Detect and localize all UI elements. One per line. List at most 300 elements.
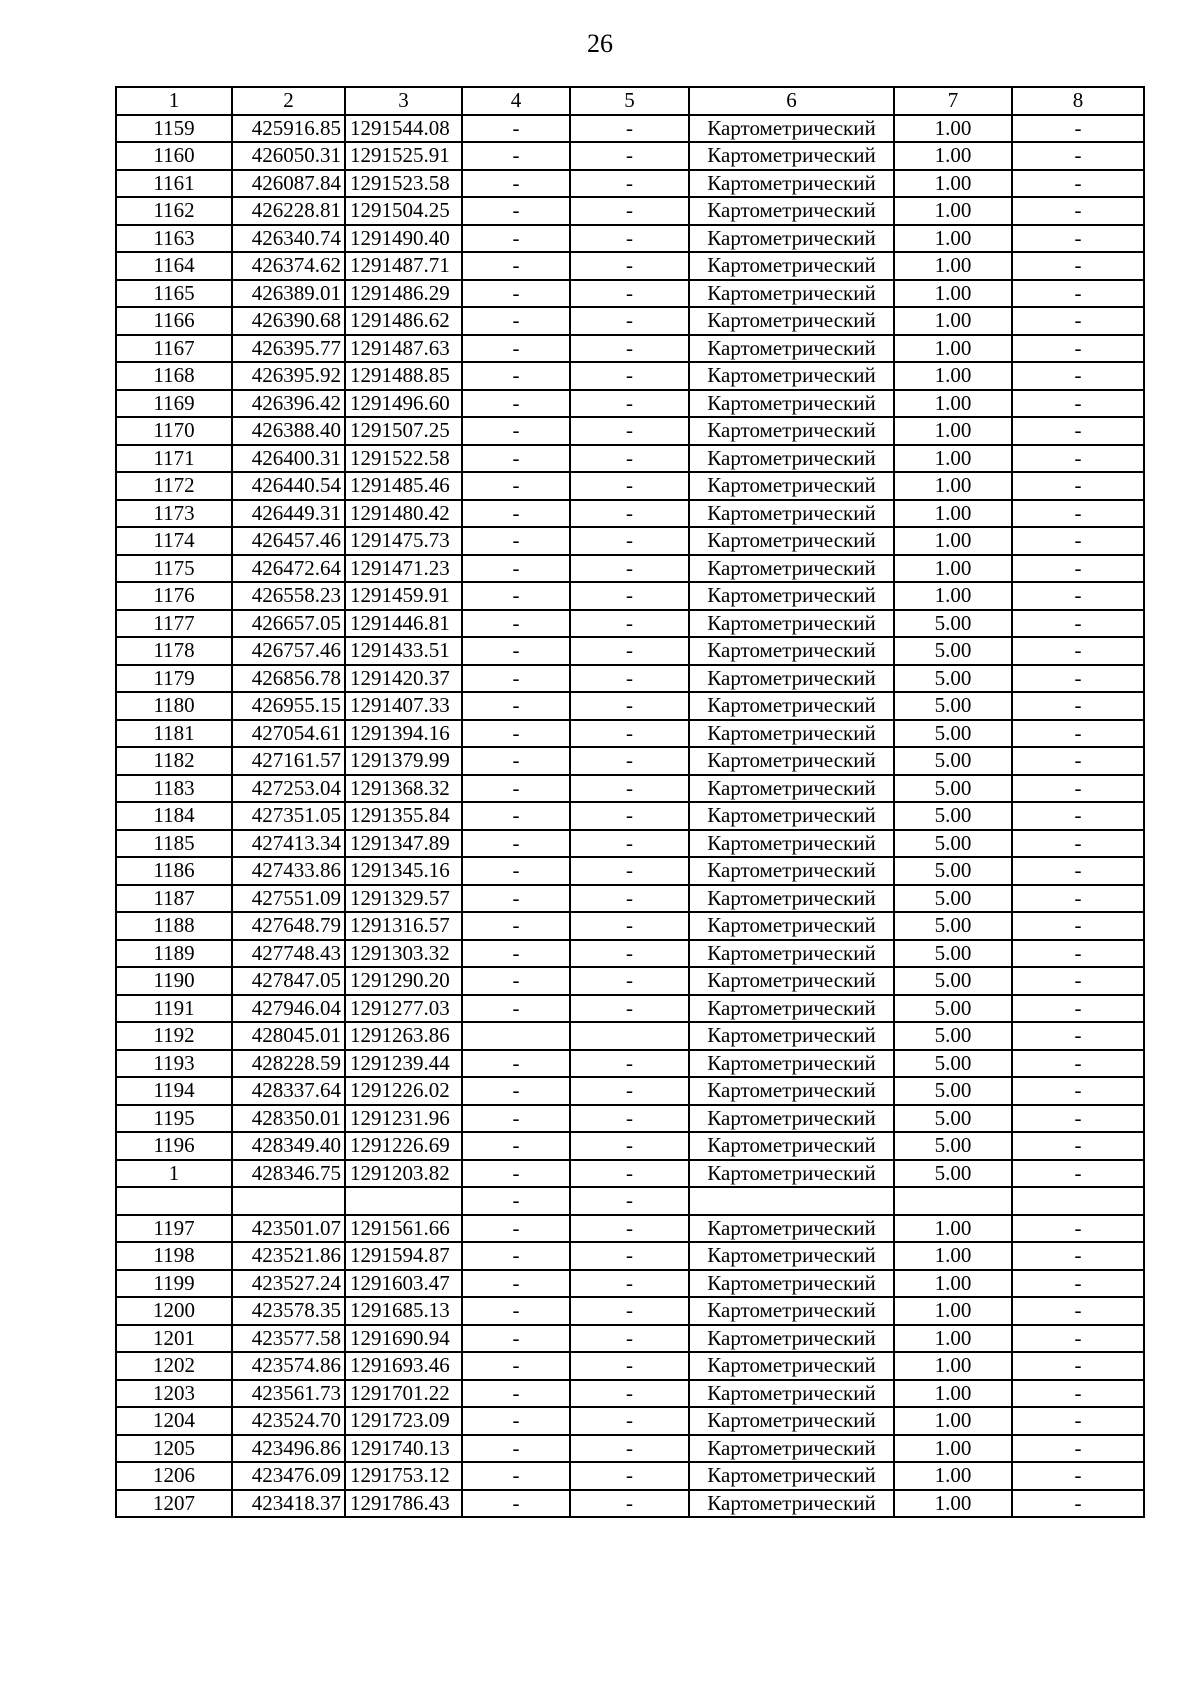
cell-coord-x: 426400.31: [232, 445, 345, 473]
cell-coord-x: 427433.86: [232, 857, 345, 885]
cell-coord-y: 1291486.29: [345, 280, 462, 308]
cell-accuracy: 5.00: [894, 967, 1012, 995]
cell-point-number: 1172: [116, 472, 232, 500]
cell-col-4: -: [462, 555, 570, 583]
table-row: [116, 500, 1144, 528]
cell-col-5: -: [570, 1352, 689, 1380]
cell-method: Картометрический: [689, 637, 894, 665]
cell-col-4: -: [462, 747, 570, 775]
cell-col-4: -: [462, 582, 570, 610]
cell-col-4: -: [462, 637, 570, 665]
cell-coord-x: 426856.78: [232, 665, 345, 693]
cell-method: Картометрический: [689, 940, 894, 968]
cell-method: Картометрический: [689, 500, 894, 528]
table-row: [116, 445, 1144, 473]
cell-coord-x: 426087.84: [232, 170, 345, 198]
cell-col-4: -: [462, 912, 570, 940]
table-row: [116, 170, 1144, 198]
cell-point-number: 1166: [116, 307, 232, 335]
cell-col-4: -: [462, 362, 570, 390]
cell-col-4: -: [462, 1160, 570, 1188]
cell-coord-x: 426757.46: [232, 637, 345, 665]
cell-col-4: -: [462, 692, 570, 720]
cell-point-number: 1192: [116, 1022, 232, 1050]
cell-accuracy: 1.00: [894, 225, 1012, 253]
cell-coord-y: 1291433.51: [345, 637, 462, 665]
cell-method: Картометрический: [689, 252, 894, 280]
cell-point-number: 1190: [116, 967, 232, 995]
cell-col-4: -: [462, 720, 570, 748]
cell-coord-x: 423561.73: [232, 1380, 345, 1408]
cell-point-number: 1199: [116, 1270, 232, 1298]
cell-col-5: -: [570, 582, 689, 610]
cell-col-8: -: [1012, 197, 1144, 225]
cell-col-5: -: [570, 802, 689, 830]
cell-col-8: -: [1012, 417, 1144, 445]
table-row: [116, 610, 1144, 638]
table-row: [116, 472, 1144, 500]
cell-method: Картометрический: [689, 362, 894, 390]
coordinates-table: [115, 86, 1145, 1518]
table-row: [116, 307, 1144, 335]
cell-coord-x: [232, 1187, 345, 1215]
cell-accuracy: 1.00: [894, 280, 1012, 308]
cell-col-5: -: [570, 1132, 689, 1160]
cell-accuracy: 1.00: [894, 445, 1012, 473]
cell-accuracy: 1.00: [894, 1352, 1012, 1380]
cell-point-number: 1206: [116, 1462, 232, 1490]
cell-method: Картометрический: [689, 1462, 894, 1490]
cell-col-5: -: [570, 967, 689, 995]
cell-col-4: -: [462, 1462, 570, 1490]
cell-col-8: -: [1012, 940, 1144, 968]
cell-col-4: -: [462, 500, 570, 528]
cell-coord-y: 1291486.62: [345, 307, 462, 335]
cell-method: Картометрический: [689, 142, 894, 170]
cell-coord-y: 1291594.87: [345, 1242, 462, 1270]
cell-method: Картометрический: [689, 170, 894, 198]
cell-coord-x: 426389.01: [232, 280, 345, 308]
cell-coord-x: 423527.24: [232, 1270, 345, 1298]
cell-accuracy: 1.00: [894, 472, 1012, 500]
cell-point-number: 1161: [116, 170, 232, 198]
cell-coord-x: 427413.34: [232, 830, 345, 858]
table-row: [116, 802, 1144, 830]
cell-method: Картометрический: [689, 720, 894, 748]
cell-coord-y: 1291303.32: [345, 940, 462, 968]
cell-accuracy: 1.00: [894, 307, 1012, 335]
cell-method: Картометрический: [689, 912, 894, 940]
cell-coord-y: 1291480.42: [345, 500, 462, 528]
cell-method: Картометрический: [689, 1490, 894, 1518]
cell-coord-x: 426388.40: [232, 417, 345, 445]
cell-coord-y: 1291487.63: [345, 335, 462, 363]
cell-col-8: -: [1012, 665, 1144, 693]
cell-accuracy: 5.00: [894, 1077, 1012, 1105]
cell-point-number: 1204: [116, 1407, 232, 1435]
cell-col-4: -: [462, 995, 570, 1023]
cell-col-5: -: [570, 775, 689, 803]
cell-coord-x: 427253.04: [232, 775, 345, 803]
cell-coord-y: 1291561.66: [345, 1215, 462, 1243]
cell-accuracy: 5.00: [894, 1022, 1012, 1050]
cell-coord-x: 423418.37: [232, 1490, 345, 1518]
cell-coord-y: 1291239.44: [345, 1050, 462, 1078]
cell-col-4: -: [462, 1297, 570, 1325]
cell-coord-y: 1291420.37: [345, 665, 462, 693]
cell-point-number: 1171: [116, 445, 232, 473]
cell-col-5: -: [570, 1215, 689, 1243]
table-row: [116, 1050, 1144, 1078]
cell-col-5: -: [570, 1407, 689, 1435]
page-number: 26: [587, 29, 613, 58]
cell-accuracy: 5.00: [894, 720, 1012, 748]
table-header: [116, 87, 1144, 115]
table-row: [116, 197, 1144, 225]
cell-col-4: -: [462, 335, 570, 363]
cell-point-number: 1207: [116, 1490, 232, 1518]
cell-col-4: -: [462, 1215, 570, 1243]
cell-accuracy: 1.00: [894, 1435, 1012, 1463]
cell-col-5: -: [570, 885, 689, 913]
cell-col-8: -: [1012, 857, 1144, 885]
cell-method: Картометрический: [689, 472, 894, 500]
cell-col-4: -: [462, 857, 570, 885]
table-row: [116, 665, 1144, 693]
cell-point-number: 1197: [116, 1215, 232, 1243]
table-row: [116, 1105, 1144, 1133]
cell-accuracy: 1.00: [894, 1297, 1012, 1325]
cell-point-number: 1202: [116, 1352, 232, 1380]
cell-method: Картометрический: [689, 775, 894, 803]
cell-col-5: -: [570, 610, 689, 638]
cell-col-5: -: [570, 665, 689, 693]
cell-col-4: -: [462, 307, 570, 335]
table-row: [116, 390, 1144, 418]
header-col-1: 1: [116, 87, 232, 115]
cell-col-5: -: [570, 1270, 689, 1298]
cell-col-8: -: [1012, 1105, 1144, 1133]
cell-col-8: -: [1012, 967, 1144, 995]
cell-col-4: -: [462, 1325, 570, 1353]
cell-col-4: -: [462, 885, 570, 913]
cell-method: Картометрический: [689, 390, 894, 418]
cell-accuracy: 1.00: [894, 362, 1012, 390]
cell-coord-x: 426558.23: [232, 582, 345, 610]
table-row: [116, 417, 1144, 445]
cell-point-number: 1178: [116, 637, 232, 665]
cell-col-4: -: [462, 1077, 570, 1105]
cell-accuracy: 1.00: [894, 582, 1012, 610]
cell-col-8: -: [1012, 307, 1144, 335]
cell-col-5: -: [570, 1187, 689, 1215]
cell-point-number: 1160: [116, 142, 232, 170]
cell-coord-y: 1291690.94: [345, 1325, 462, 1353]
cell-col-5: -: [570, 692, 689, 720]
cell-coord-x: 426657.05: [232, 610, 345, 638]
cell-coord-x: 427847.05: [232, 967, 345, 995]
cell-col-8: -: [1012, 225, 1144, 253]
cell-point-number: 1187: [116, 885, 232, 913]
cell-coord-y: 1291226.69: [345, 1132, 462, 1160]
table-row: [116, 1270, 1144, 1298]
table-row: [116, 1132, 1144, 1160]
cell-method: Картометрический: [689, 1242, 894, 1270]
cell-col-8: -: [1012, 142, 1144, 170]
cell-accuracy: 1.00: [894, 1242, 1012, 1270]
cell-col-8: -: [1012, 1435, 1144, 1463]
cell-accuracy: 5.00: [894, 1132, 1012, 1160]
cell-coord-x: 427946.04: [232, 995, 345, 1023]
cell-accuracy: 5.00: [894, 1050, 1012, 1078]
cell-coord-x: 426440.54: [232, 472, 345, 500]
cell-col-4: -: [462, 940, 570, 968]
cell-coord-x: 428346.75: [232, 1160, 345, 1188]
cell-point-number: 1173: [116, 500, 232, 528]
table-row: [116, 1160, 1144, 1188]
cell-col-5: -: [570, 307, 689, 335]
cell-col-4: -: [462, 1050, 570, 1078]
cell-coord-x: 426955.15: [232, 692, 345, 720]
table-row: [116, 1407, 1144, 1435]
cell-point-number: 1203: [116, 1380, 232, 1408]
cell-point-number: 1205: [116, 1435, 232, 1463]
cell-coord-x: 423521.86: [232, 1242, 345, 1270]
cell-col-5: -: [570, 1297, 689, 1325]
cell-col-8: -: [1012, 1242, 1144, 1270]
cell-coord-x: 425916.85: [232, 115, 345, 143]
table-row: [116, 1325, 1144, 1353]
cell-col-8: -: [1012, 115, 1144, 143]
cell-col-8: -: [1012, 500, 1144, 528]
cell-accuracy: 1.00: [894, 500, 1012, 528]
table-row: [116, 967, 1144, 995]
cell-col-4: -: [462, 1242, 570, 1270]
cell-col-5: -: [570, 747, 689, 775]
cell-col-4: -: [462, 830, 570, 858]
cell-col-4: -: [462, 1435, 570, 1463]
cell-col-8: -: [1012, 445, 1144, 473]
cell-col-5: -: [570, 720, 689, 748]
cell-coord-y: [345, 1187, 462, 1215]
cell-coord-y: 1291345.16: [345, 857, 462, 885]
table-row: [116, 1297, 1144, 1325]
cell-accuracy: 1.00: [894, 1270, 1012, 1298]
cell-point-number: 1183: [116, 775, 232, 803]
cell-col-4: -: [462, 527, 570, 555]
cell-col-8: -: [1012, 335, 1144, 363]
cell-col-4: -: [462, 967, 570, 995]
cell-col-8: -: [1012, 1352, 1144, 1380]
cell-accuracy: 1.00: [894, 527, 1012, 555]
cell-col-8: -: [1012, 252, 1144, 280]
header-col-8: 8: [1012, 87, 1144, 115]
cell-col-8: -: [1012, 830, 1144, 858]
cell-method: Картометрический: [689, 1022, 894, 1050]
cell-method: Картометрический: [689, 967, 894, 995]
cell-point-number: 1198: [116, 1242, 232, 1270]
cell-accuracy: 1.00: [894, 390, 1012, 418]
cell-accuracy: 1.00: [894, 1215, 1012, 1243]
cell-col-4: -: [462, 1132, 570, 1160]
cell-col-8: -: [1012, 1297, 1144, 1325]
cell-point-number: 1191: [116, 995, 232, 1023]
cell-method: Картометрический: [689, 417, 894, 445]
cell-coord-y: 1291290.20: [345, 967, 462, 995]
cell-col-5: -: [570, 940, 689, 968]
table-row: [116, 912, 1144, 940]
table-row: [116, 940, 1144, 968]
cell-method: Картометрический: [689, 857, 894, 885]
table-row: [116, 335, 1144, 363]
cell-col-4: -: [462, 197, 570, 225]
cell-accuracy: 5.00: [894, 830, 1012, 858]
cell-coord-x: 426396.42: [232, 390, 345, 418]
cell-coord-y: 1291740.13: [345, 1435, 462, 1463]
cell-col-5: [570, 1022, 689, 1050]
table-row: [116, 280, 1144, 308]
cell-method: Картометрический: [689, 527, 894, 555]
cell-point-number: 1185: [116, 830, 232, 858]
cell-point-number: 1168: [116, 362, 232, 390]
cell-point-number: 1200: [116, 1297, 232, 1325]
table-row: [116, 225, 1144, 253]
cell-col-8: -: [1012, 720, 1144, 748]
cell-point-number: 1179: [116, 665, 232, 693]
table-row: [116, 115, 1144, 143]
header-row: [116, 87, 1144, 115]
cell-coord-y: 1291723.09: [345, 1407, 462, 1435]
cell-coord-y: 1291459.91: [345, 582, 462, 610]
cell-col-5: -: [570, 857, 689, 885]
cell-method: Картометрический: [689, 1435, 894, 1463]
cell-coord-x: 426395.92: [232, 362, 345, 390]
cell-coord-y: 1291394.16: [345, 720, 462, 748]
cell-accuracy: 5.00: [894, 775, 1012, 803]
cell-col-8: -: [1012, 582, 1144, 610]
cell-col-4: -: [462, 445, 570, 473]
cell-col-4: -: [462, 802, 570, 830]
cell-col-8: -: [1012, 1050, 1144, 1078]
cell-coord-y: 1291504.25: [345, 197, 462, 225]
cell-col-4: -: [462, 472, 570, 500]
cell-col-5: -: [570, 500, 689, 528]
cell-coord-y: 1291226.02: [345, 1077, 462, 1105]
cell-col-5: -: [570, 1105, 689, 1133]
cell-col-8: -: [1012, 885, 1144, 913]
cell-point-number: 1193: [116, 1050, 232, 1078]
cell-col-5: -: [570, 170, 689, 198]
cell-coord-y: 1291685.13: [345, 1297, 462, 1325]
cell-point-number: 1186: [116, 857, 232, 885]
cell-col-8: -: [1012, 1380, 1144, 1408]
cell-accuracy: 5.00: [894, 665, 1012, 693]
cell-method: Картометрический: [689, 747, 894, 775]
cell-point-number: 1195: [116, 1105, 232, 1133]
cell-point-number: 1175: [116, 555, 232, 583]
cell-coord-y: 1291475.73: [345, 527, 462, 555]
cell-method: Картометрический: [689, 225, 894, 253]
cell-accuracy: 5.00: [894, 610, 1012, 638]
cell-point-number: 1165: [116, 280, 232, 308]
cell-col-4: -: [462, 1407, 570, 1435]
cell-point-number: 1170: [116, 417, 232, 445]
cell-coord-y: 1291355.84: [345, 802, 462, 830]
cell-col-8: -: [1012, 1215, 1144, 1243]
cell-col-5: -: [570, 555, 689, 583]
table-row: [116, 555, 1144, 583]
cell-col-5: -: [570, 252, 689, 280]
cell-col-8: -: [1012, 362, 1144, 390]
cell-coord-y: 1291407.33: [345, 692, 462, 720]
cell-col-5: -: [570, 445, 689, 473]
cell-col-8: -: [1012, 995, 1144, 1023]
cell-accuracy: 5.00: [894, 1105, 1012, 1133]
cell-coord-x: 423577.58: [232, 1325, 345, 1353]
cell-col-4: -: [462, 252, 570, 280]
cell-col-8: -: [1012, 1022, 1144, 1050]
table-row: [116, 857, 1144, 885]
cell-col-5: -: [570, 637, 689, 665]
cell-coord-x: 426457.46: [232, 527, 345, 555]
cell-point-number: 1169: [116, 390, 232, 418]
table-row: [116, 995, 1144, 1023]
cell-method: Картометрический: [689, 1407, 894, 1435]
cell-accuracy: 1.00: [894, 1325, 1012, 1353]
cell-coord-x: 426390.68: [232, 307, 345, 335]
table-row: [116, 142, 1144, 170]
cell-col-5: -: [570, 1160, 689, 1188]
cell-point-number: 1162: [116, 197, 232, 225]
cell-col-8: [1012, 1187, 1144, 1215]
table-row: [116, 527, 1144, 555]
table-row: [116, 775, 1144, 803]
cell-point-number: 1194: [116, 1077, 232, 1105]
cell-col-5: -: [570, 472, 689, 500]
cell-coord-y: 1291701.22: [345, 1380, 462, 1408]
cell-coord-y: 1291471.23: [345, 555, 462, 583]
cell-accuracy: 1.00: [894, 1462, 1012, 1490]
cell-method: Картометрический: [689, 885, 894, 913]
cell-point-number: 1: [116, 1160, 232, 1188]
cell-col-5: -: [570, 527, 689, 555]
cell-col-5: -: [570, 197, 689, 225]
cell-col-8: -: [1012, 280, 1144, 308]
cell-col-5: -: [570, 335, 689, 363]
cell-method: Картометрический: [689, 1352, 894, 1380]
cell-point-number: 1164: [116, 252, 232, 280]
cell-method: Картометрический: [689, 1132, 894, 1160]
table-body: [116, 115, 1144, 1518]
cell-col-4: -: [462, 280, 570, 308]
cell-col-8: -: [1012, 1270, 1144, 1298]
cell-method: Картометрический: [689, 1050, 894, 1078]
cell-col-4: -: [462, 142, 570, 170]
cell-coord-x: 423476.09: [232, 1462, 345, 1490]
cell-coord-x: 427054.61: [232, 720, 345, 748]
cell-method: Картометрический: [689, 665, 894, 693]
cell-coord-y: 1291446.81: [345, 610, 462, 638]
cell-method: Картометрический: [689, 995, 894, 1023]
cell-coord-y: 1291488.85: [345, 362, 462, 390]
cell-accuracy: 5.00: [894, 802, 1012, 830]
cell-col-4: -: [462, 390, 570, 418]
cell-col-5: -: [570, 830, 689, 858]
table-row: [116, 252, 1144, 280]
cell-col-8: -: [1012, 1077, 1144, 1105]
cell-col-4: -: [462, 1380, 570, 1408]
cell-col-8: -: [1012, 1325, 1144, 1353]
